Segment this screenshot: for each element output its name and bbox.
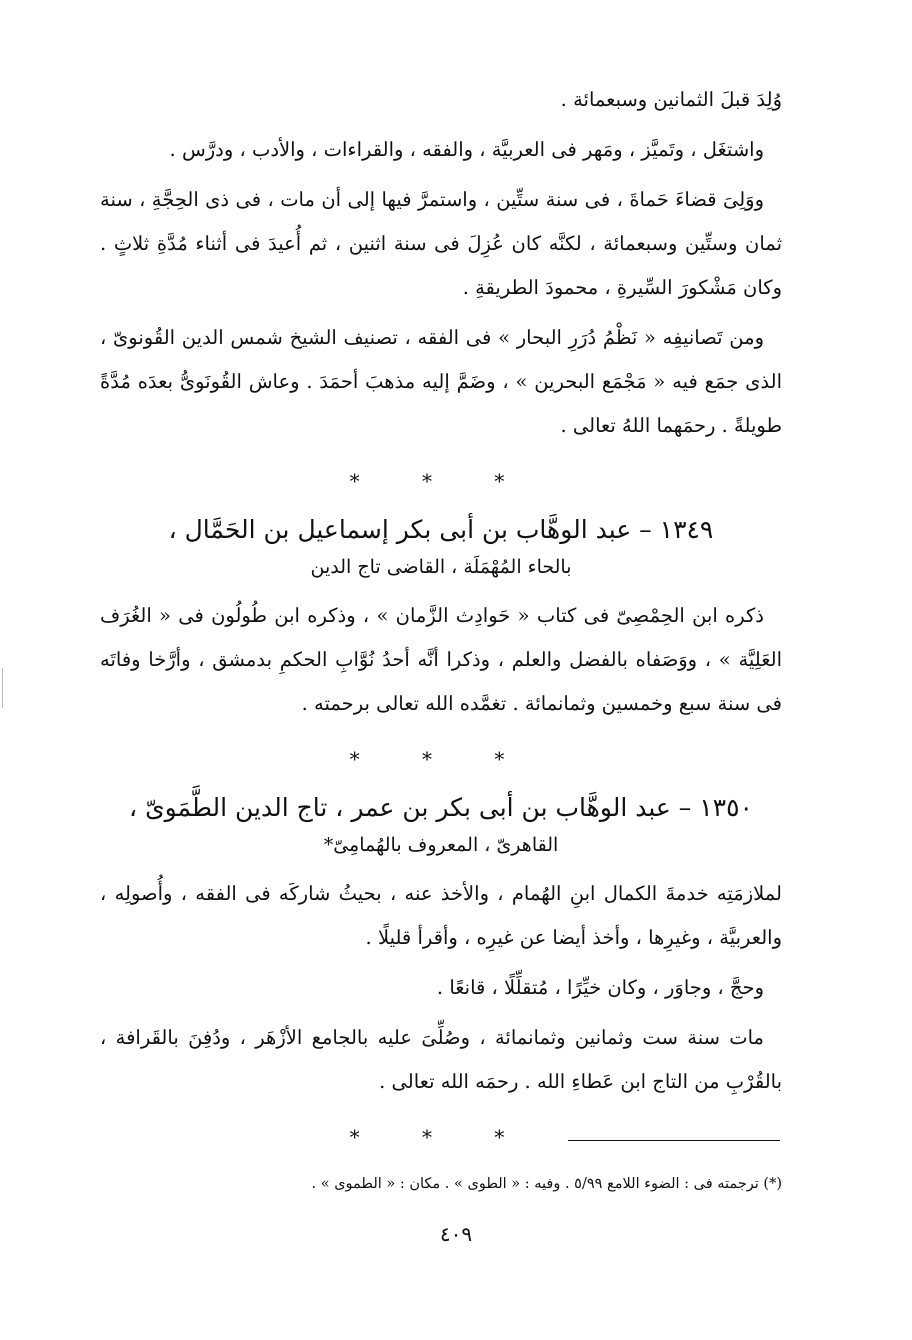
entry-subheading-1350: القاهرىّ ، المعروف بالهُمامِىّ* <box>323 834 559 856</box>
entry-heading-1350: ١٣٥٠ – عبد الوهَّاب بن أبى بكر بن عمر ، تاج الدين الطَّمَوىّ ، <box>129 793 753 822</box>
paragraph: ووَلِىَ قضاءَ حَماةَ ، فى سنة ستِّين ، واستمرَّ فيها إلى أن مات ، فى ذى الحِجَّةِ ، سنة ثمان وستِّين وسبعمائة ، لكنَّه كان عُزِلَ فى سنة اثنين ، ثم أُعيدَ فى أثناء مُدَّةِ ثلاثٍ . وكان مَشْكورَ السِّيرةِ ، محمودَ الطريقةِ . <box>100 188 782 299</box>
section-divider-stars: * * * <box>349 1125 533 1149</box>
page-body <box>100 78 782 1166</box>
scan-edge-mark <box>2 668 3 708</box>
section-divider-stars: * * * <box>349 747 533 771</box>
footnote-rule <box>568 1140 780 1141</box>
page-number: ٤٠٩ <box>439 1222 473 1246</box>
paragraph: مات سنة ست وثمانين وثمانمائة ، وصُلِّىَ عليه بالجامع الأزْهَر ، ودُفِنَ بالقَرافة ، بالقُرْبِ من التاج ابن عَطاءِ الله . رحمَه الله تعالى . <box>100 1026 782 1093</box>
footnote: (*) ترجمته فى : الضوء اللامع ٥/٩٩ . وفيه : « الطوى » . مكان : « الطموى » . <box>311 1176 782 1192</box>
paragraph: واشتغَل ، وتَميَّز ، ومَهر فى العربيَّة ، والفقه ، والقراءات ، والأدب ، ودرَّس . <box>169 138 764 161</box>
section-divider-stars: * * * <box>349 469 533 493</box>
paragraph: ذكره ابن الحِمْصِىّ فى كتاب « حَوادِث الزَّمان » ، وذكره ابن طُولُون فى « الغُرَف العَلِيَّة » ، ووَصَفاه بالفضل والعلم ، وذكرا أنَّه أحدُ نُوَّابِ الحكمِ بدمشق ، وأرَّخا وفاتَه فى سنة سبع وخمسين وثمانمائة . تغمَّده الله تعالى برحمته . <box>100 604 782 715</box>
paragraph: ومن تَصانيفِه « نَظْمُ دُرَرِ البحار » فى الفقه ، تصنيف الشيخ شمس الدين القُونوىّ ، الذى جمَع فيه « مَجْمَع البحرين » ، وضَمَّ إليه مذهبَ أحمَدَ . وعاش القُونَوىُّ بعدَه مُدَّةً طويلةً . رحمَهما اللهُ تعالى . <box>100 326 782 437</box>
entry-subheading-1349: بالحاء المُهْمَلَة ، القاضى تاج الدين <box>310 556 572 578</box>
entry-heading-1349: ١٣٤٩ – عبد الوهَّاب بن أبى بكر إسماعيل بن الحَمَّال ، <box>168 515 714 544</box>
paragraph: لملازمَتِه خدمةَ الكمال ابنِ الهُمام ، والأخذ عنه ، بحيثُ شاركَه فى الفقه ، وأُصولِه ، والعربيَّة ، وغيرِها ، وأخذ أيضا عن غيرِه ، وأقرأ قليلًا . <box>100 882 782 949</box>
paragraph: وُلِدَ قبلَ الثمانين وسبعمائة . <box>560 88 782 111</box>
paragraph: وحجَّ ، وجاوَر ، وكان خيِّرًا ، مُتقلِّلًا ، قانعًا . <box>436 976 764 999</box>
